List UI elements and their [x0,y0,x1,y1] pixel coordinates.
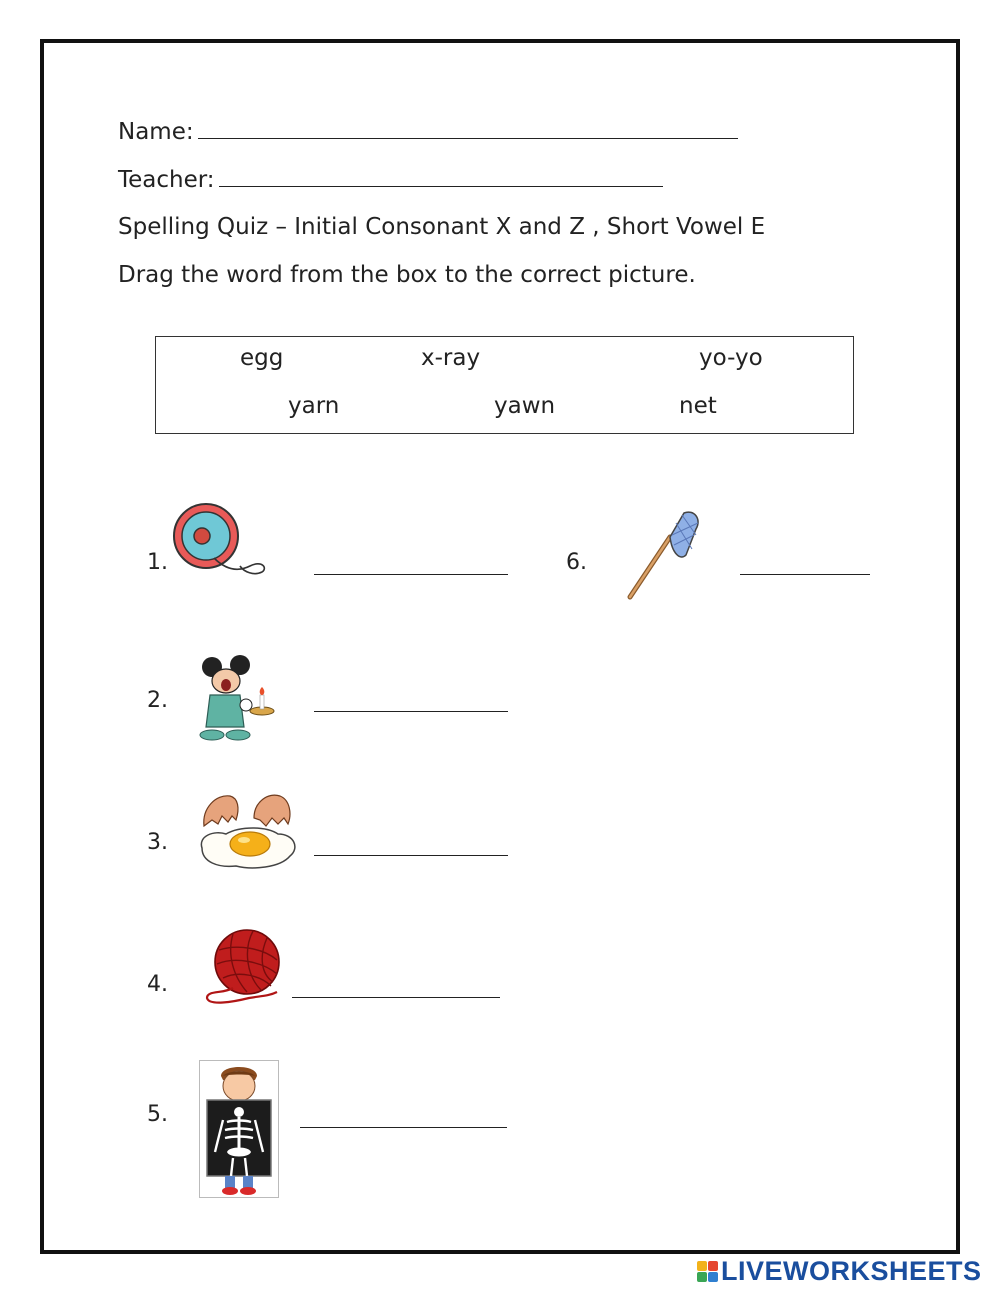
cracked-egg-picture [196,790,300,874]
name-field[interactable] [198,118,738,139]
teacher-label: Teacher: [118,167,215,193]
answer-line-6[interactable] [740,574,870,575]
word-yarn[interactable]: yarn [288,393,340,419]
item-number-3: 3. [147,830,168,855]
answer-line-2[interactable] [314,711,508,712]
answer-line-1[interactable] [314,574,508,575]
brand-name: LIVEWORKSHEETS [721,1255,982,1286]
quiz-title: Spelling Quiz – Initial Consonant X and Z , Short Vowel E [118,214,766,240]
yo-yo-picture [168,500,272,580]
instruction-text: Drag the word from the box to the correct picture. [118,262,696,288]
item-number-2: 2. [147,688,168,713]
x-ray-boy-picture [199,1060,279,1198]
word-x-ray[interactable]: x-ray [421,345,481,371]
word-net[interactable]: net [679,393,717,419]
name-label: Name: [118,119,194,145]
word-yawn[interactable]: yawn [494,393,556,419]
word-yo-yo[interactable]: yo-yo [699,345,763,371]
word-bank [155,336,854,434]
yawning-mouse-picture [192,655,278,743]
ball-of-yarn-picture [203,926,283,1008]
teacher-field[interactable] [219,166,663,187]
word-egg[interactable]: egg [240,345,284,371]
butterfly-net-picture [620,505,704,605]
item-number-4: 4. [147,972,168,997]
answer-line-4[interactable] [292,997,500,998]
item-number-1: 1. [147,550,168,575]
answer-line-5[interactable] [300,1127,507,1128]
item-number-6: 6. [566,550,587,575]
name-row [118,118,738,145]
item-number-5: 5. [147,1102,168,1127]
liveworksheets-logo [697,1254,982,1288]
answer-line-3[interactable] [314,855,508,856]
logo-blocks-icon [697,1261,718,1282]
teacher-row [118,166,663,193]
